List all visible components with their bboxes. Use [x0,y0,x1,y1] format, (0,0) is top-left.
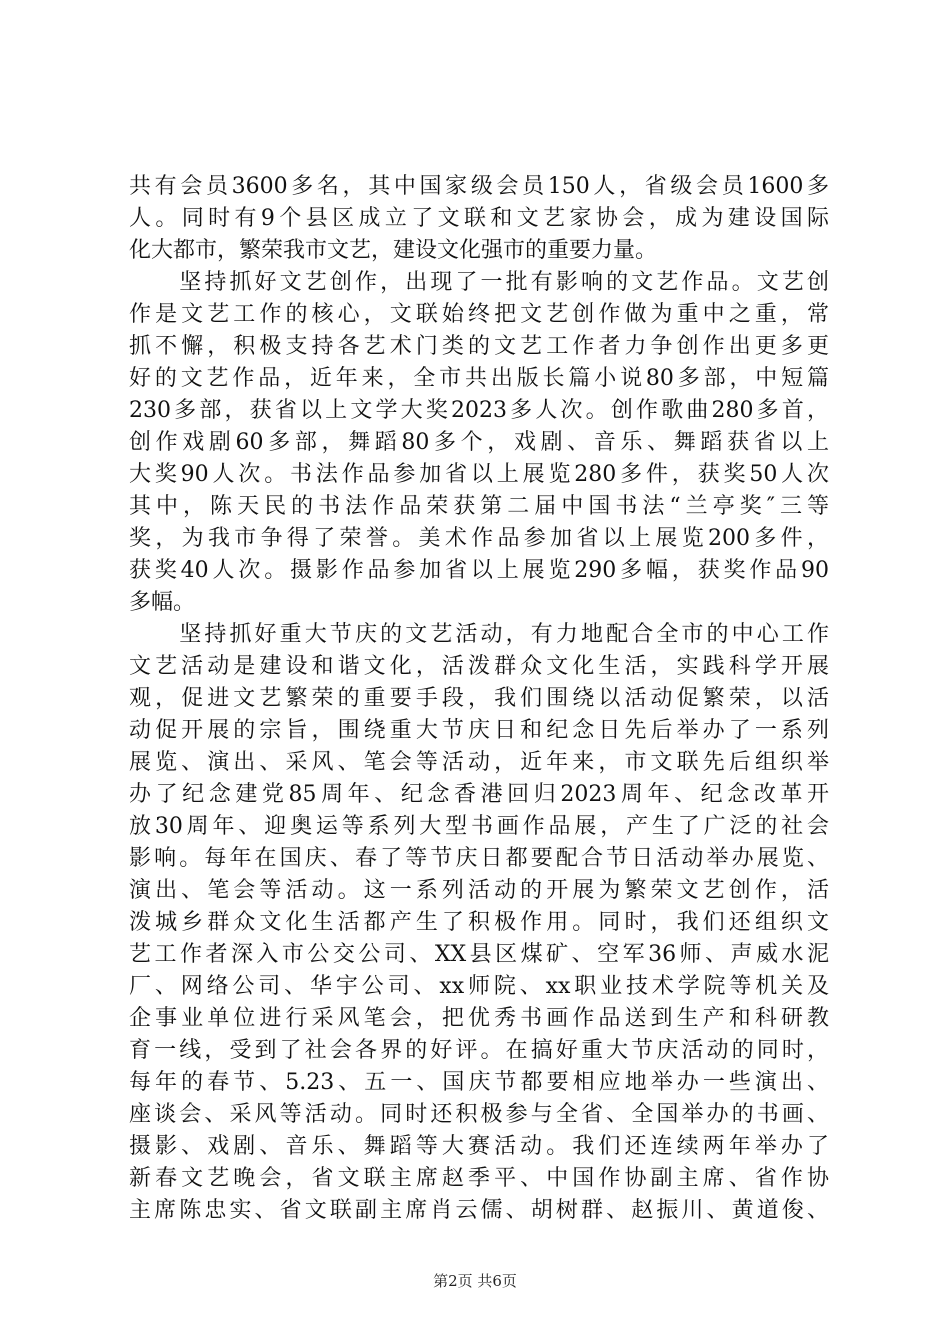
text-line: 动促开展的宗旨，围绕重大节庆日和纪念日先后举办了一系列 [129,718,829,743]
text-line: 奖，为我市争得了荣誉。美术作品参加省以上展览200多件， [129,526,829,551]
text-line: 抓不懈，积极支持各艺术门类的文艺工作者力争创作出更多更 [129,334,829,359]
text-line: 创作戏剧60多部，舞蹈80多个，戏剧、音乐、舞蹈获省以上 [129,430,829,455]
text-line: 放30周年、迎奥运等系列大型书画作品展，产生了广泛的社会 [129,814,829,839]
text-line: 办了纪念建党85周年、纪念香港回归2023周年、纪念改革开 [129,782,829,807]
text-line: 新春文艺晚会，省文联主席赵季平、中国作协副主席、省作协 [129,1166,829,1191]
text-line: 影响。每年在国庆、春了等节庆日都要配合节日活动举办展览、 [129,846,829,871]
text-line: 坚持抓好文艺创作，出现了一批有影响的文艺作品。文艺创 [129,270,829,295]
text-line: 演出、笔会等活动。这一系列活动的开展为繁荣文艺创作，活 [129,878,829,903]
text-line: 共有会员3600多名，其中国家级会员150人，省级会员1600多 [129,174,829,199]
text-line: 主席陈忠实、省文联副主席肖云儒、胡树群、赵振川、黄道俊、 [129,1198,829,1223]
text-line: 观，促进文艺繁荣的重要手段，我们围绕以活动促繁荣，以活 [129,686,829,711]
text-line: 人。同时有9个县区成立了文联和文艺家协会，成为建设国际 [129,206,829,231]
text-line: 230多部，获省以上文学大奖2023多人次。创作歌曲280多首， [129,398,829,423]
text-line: 厂、网络公司、华宇公司、xx师院、xx职业技术学院等机关及 [129,974,829,999]
text-line: 座谈会、采风等活动。同时还积极参与全省、全国举办的书画、 [129,1102,829,1127]
text-line: 摄影、戏剧、音乐、舞蹈等大赛活动。我们还连续两年举办了 [129,1134,829,1159]
text-line: 艺工作者深入市公交公司、XX县区煤矿、空军36师、声威水泥 [129,942,829,967]
text-line: 每年的春节、5.23、五一、国庆节都要相应地举办一些演出、 [129,1070,829,1095]
text-line: 企事业单位进行采风笔会，把优秀书画作品送到生产和科研教 [129,1006,829,1031]
text-line: 大奖90人次。书法作品参加省以上展览280多件，获奖50人次 [129,462,829,487]
text-line: 化大都市，繁荣我市文艺，建设文化强市的重要力量。 [129,238,658,263]
text-line: 文艺活动是建设和谐文化，活泼群众文化生活，实践科学开展 [129,654,829,679]
text-line: 坚持抓好重大节庆的文艺活动，有力地配合全市的中心工作 [129,622,829,647]
document-body [129,171,829,1227]
text-line: 其中，陈天民的书法作品荣获第二届中国书法“兰亭奖″三等 [129,494,829,519]
text-line: 育一线，受到了社会各界的好评。在搞好重大节庆活动的同时， [129,1038,829,1063]
text-line: 泼城乡群众文化生活都产生了积极作用。同时，我们还组织文 [129,910,829,935]
text-line: 展览、演出、采风、笔会等活动，近年来，市文联先后组织举 [129,750,829,775]
text-line: 多幅。 [129,590,196,615]
text-line: 作是文艺工作的核心，文联始终把文艺创作做为重中之重，常 [129,302,829,327]
text-line: 获奖40人次。摄影作品参加省以上展览290多幅，获奖作品90 [129,558,829,583]
page-footer: 第2页 共6页 [433,1272,517,1290]
text-line: 好的文艺作品，近年来，全市共出版长篇小说80多部，中短篇 [129,366,829,391]
